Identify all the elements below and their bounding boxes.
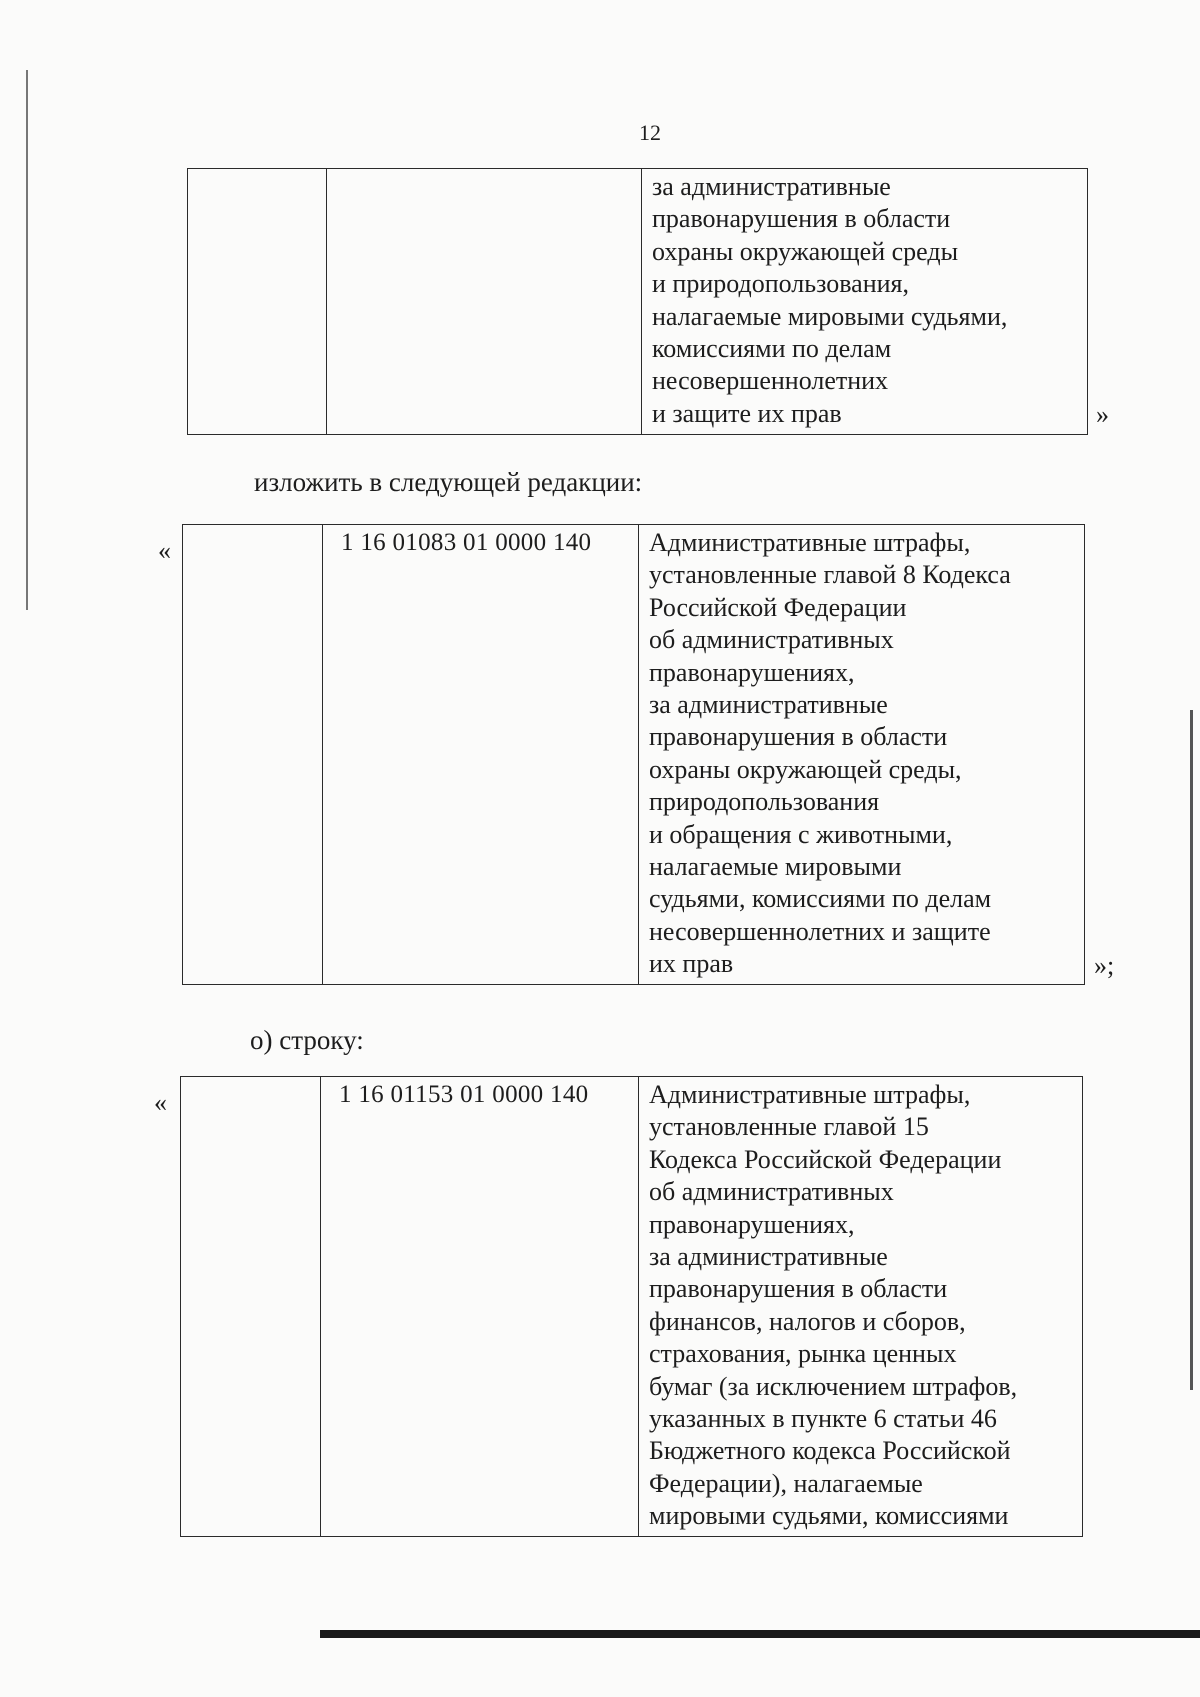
table-cell-code: 1 16 01083 01 0000 140 bbox=[323, 525, 639, 985]
description-line: страхования, рынка ценных bbox=[649, 1339, 957, 1369]
description-line: налагаемые мировыми судьями, bbox=[652, 301, 1008, 331]
table-cell-blank bbox=[181, 1077, 321, 1537]
description-line: за административные bbox=[649, 1242, 888, 1272]
table-cell-description bbox=[639, 525, 1085, 985]
bottom-scan-rule bbox=[320, 1630, 1200, 1638]
paragraph-row: о) строку: bbox=[250, 1025, 364, 1055]
description-line: Административные штрафы, bbox=[649, 1080, 971, 1109]
open-quote: « bbox=[154, 1088, 167, 1117]
description-line: их прав bbox=[649, 949, 734, 979]
description-line: установленные главой 8 Кодекса bbox=[649, 560, 1011, 590]
description-line: за административные bbox=[652, 172, 891, 201]
description-line: об административных bbox=[649, 1177, 894, 1207]
close-quote: » bbox=[1096, 400, 1109, 429]
table-fragment-1 bbox=[187, 168, 1088, 435]
description-line: Российской Федерации bbox=[649, 592, 907, 622]
description-line: установленные главой 15 bbox=[649, 1112, 929, 1142]
table-row bbox=[188, 169, 1088, 435]
description-line: и обращения с животными, bbox=[649, 819, 953, 849]
scan-edge-right bbox=[1190, 710, 1193, 1390]
table-cell-code: 1 16 01153 01 0000 140 bbox=[321, 1077, 639, 1537]
scan-edge-left bbox=[26, 70, 28, 610]
description-line: несовершеннолетних bbox=[652, 366, 889, 396]
table-cell-description bbox=[642, 169, 1088, 435]
description-line: Бюджетного кодекса Российской bbox=[649, 1436, 1011, 1466]
page-number: 12 bbox=[639, 120, 661, 145]
description-line: судьями, комиссиями по делам bbox=[649, 884, 992, 914]
table-cell-blank bbox=[183, 525, 323, 985]
description-line: охраны окружающей среды, bbox=[649, 754, 962, 784]
table-fragment-3 bbox=[180, 1076, 1083, 1537]
paragraph-replace: изложить в следующей редакции: bbox=[254, 467, 643, 497]
description-line: и природопользования, bbox=[652, 269, 910, 299]
description-line: охраны окружающей среды bbox=[652, 236, 959, 266]
description-line: Федерации), налагаемые bbox=[649, 1468, 923, 1498]
description-line: налагаемые мировыми bbox=[649, 852, 902, 882]
close-quote: »; bbox=[1094, 951, 1115, 980]
table-cell-blank bbox=[188, 169, 327, 435]
table-fragment-2 bbox=[182, 524, 1085, 985]
description-line: правонарушения в области bbox=[649, 722, 948, 752]
table-cell-code bbox=[327, 169, 642, 435]
description-line: несовершеннолетних и защите bbox=[649, 916, 991, 946]
description-line: об административных bbox=[649, 625, 894, 655]
open-quote: « bbox=[158, 536, 171, 565]
table-cell-description bbox=[639, 1077, 1083, 1537]
description-line: правонарушения в области bbox=[652, 204, 951, 234]
description-line: правонарушения в области bbox=[649, 1274, 948, 1304]
description-line: Кодекса Российской Федерации bbox=[649, 1144, 1002, 1174]
table-row bbox=[183, 525, 1085, 985]
description-line: правонарушениях, bbox=[649, 657, 855, 687]
description-line: указанных в пункте 6 статьи 46 bbox=[649, 1404, 997, 1434]
description-line: бумаг (за исключением штрафов, bbox=[649, 1371, 1018, 1401]
description-line: правонарушениях, bbox=[649, 1209, 855, 1239]
description-line: комиссиями по делам bbox=[652, 334, 892, 364]
description-line: Административные штрафы, bbox=[649, 528, 971, 557]
description-line: и защите их прав bbox=[652, 398, 842, 428]
description-line: за административные bbox=[649, 690, 888, 720]
description-line: мировыми судьями, комиссиями bbox=[649, 1501, 1009, 1531]
description-line: финансов, налогов и сборов, bbox=[649, 1306, 966, 1336]
description-line: природопользования bbox=[649, 787, 880, 817]
table-row bbox=[181, 1077, 1083, 1537]
